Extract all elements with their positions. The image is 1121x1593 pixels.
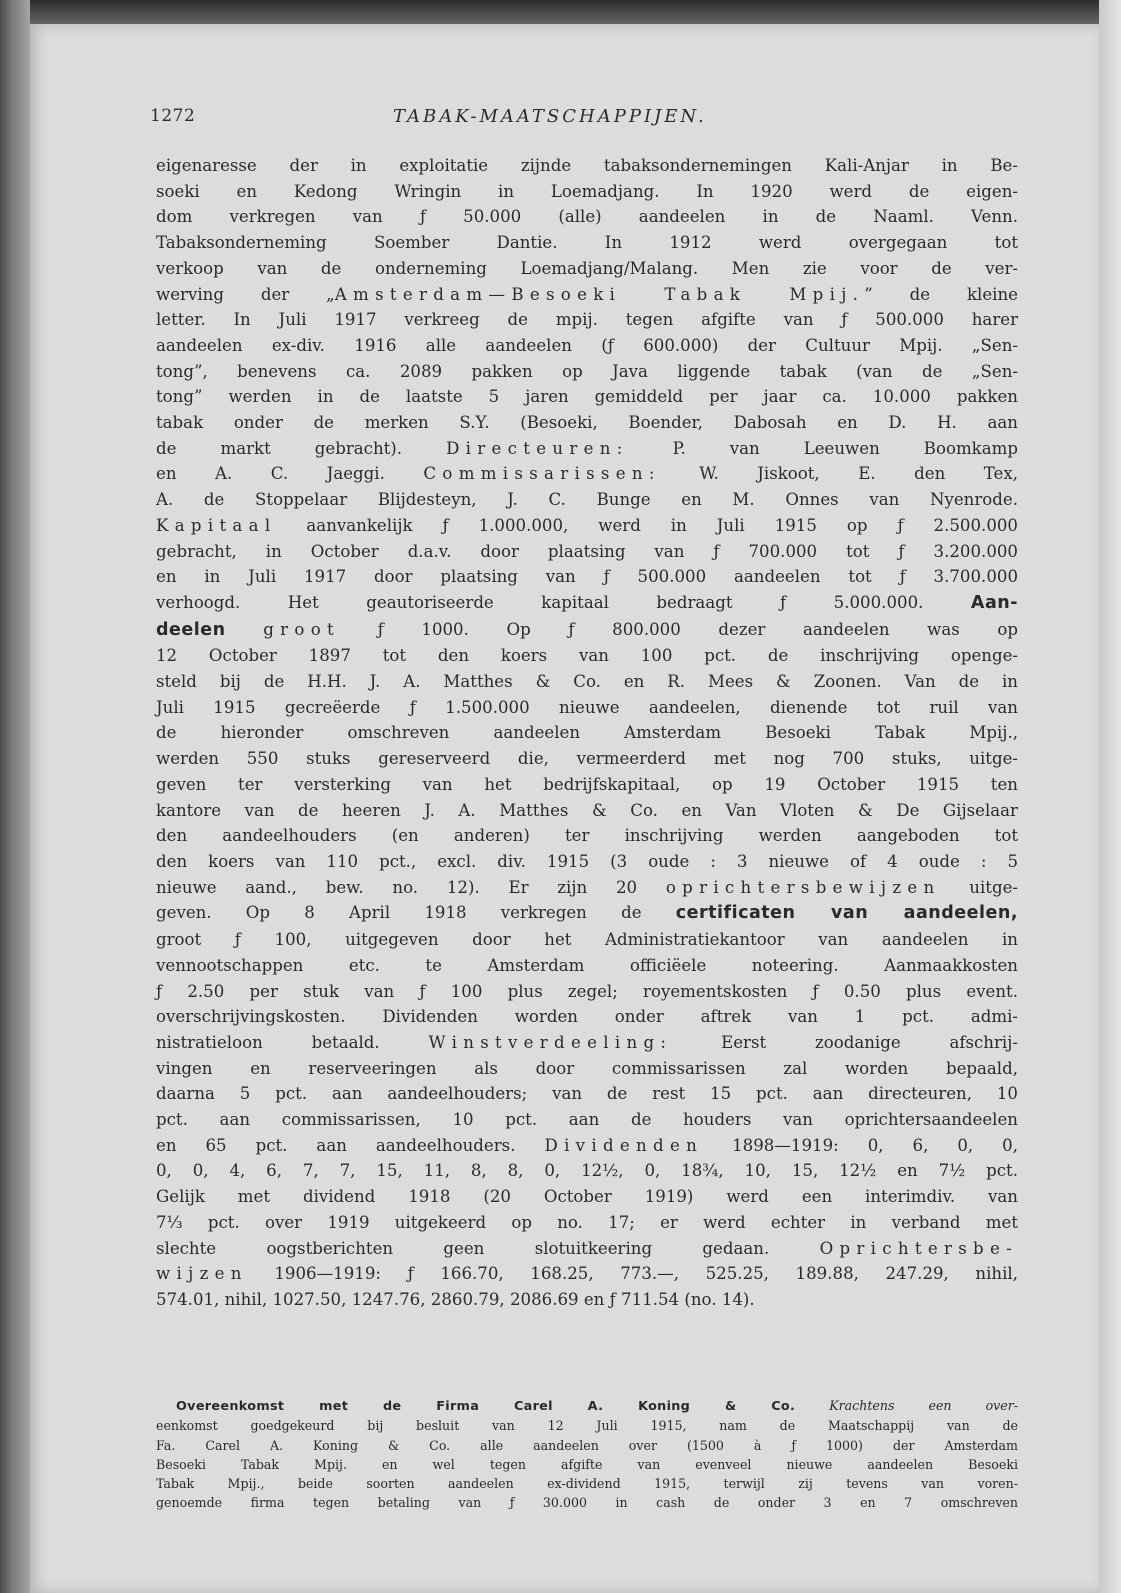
text-line: verhoogd. Het geautoriseerde kapitaal bedraagt ƒ 5.000.000. Aan- xyxy=(156,592,1018,613)
spaced-term-directeuren: Directeuren: xyxy=(446,438,629,458)
note-first-line xyxy=(156,1396,1018,1416)
note-heading: Overeenkomst met de Firma Carel A. Koning & Co. xyxy=(176,1399,796,1414)
spaced-term-amsterdam-besoeki: Amsterdam—Besoeki Tabak Mpij. xyxy=(334,284,865,304)
text-line: A. de Stoppelaar Blijdesteyn, J. C. Bunge en M. Onnes van Nyenrode. xyxy=(156,490,1018,510)
text-line: geven. Op 8 April 1918 verkregen de certificaten van aandeelen, xyxy=(156,903,1018,924)
text-line: Tabaksonderneming Soember Dantie. In 1912 werd overgegaan tot xyxy=(156,233,1018,253)
text-line: nieuwe aand., bew. no. 12). Er zijn 20 oprichtersbewijzen uitge- xyxy=(156,877,1018,897)
text-line: Kapitaal aanvankelijk ƒ 1.000.000, werd in Juli 1915 op ƒ 2.500.000 xyxy=(156,515,1018,535)
text-line: werden 550 stuks gereserveerd die, vermeerderd met nog 700 stuks, uitge- xyxy=(156,749,1018,769)
text-line: daarna 5 pct. aan aandeelhouders; van de rest 15 pct. aan directeuren, 10 xyxy=(156,1084,1018,1104)
text-line: tong” werden in de laatste 5 jaren gemiddeld per jaar ca. 10.000 pakken xyxy=(156,387,1018,407)
note-line: Tabak Mpij., beide soorten aandeelen ex-dividend 1915, terwijl zij tevens van voren- xyxy=(156,1476,1018,1492)
text-line: de hieronder omschreven aandeelen Amsterdam Besoeki Tabak Mpij., xyxy=(156,723,1018,743)
text-line: 7⅓ pct. over 1919 uitgekeerd op no. 17; er werd echter in verband met xyxy=(156,1212,1018,1232)
text-line: letter. In Juli 1917 verkreeg de mpij. tegen afgifte van ƒ 500.000 harer xyxy=(156,310,1018,330)
text-line: vingen en reserveeringen als door commissarissen zal worden bepaald, xyxy=(156,1058,1018,1078)
spaced-term-oprichtersbe: Oprichtersbe- xyxy=(819,1238,1018,1258)
scan-right-edge xyxy=(1099,0,1121,1593)
text-line: geven ter versterking van het bedrijfskapitaal, op 19 October 1915 ten xyxy=(156,774,1018,794)
spaced-term-kapitaal: Kapitaal xyxy=(156,515,277,535)
main-text xyxy=(156,153,1018,1313)
text-line: eigenaresse der in exploitatie zijnde tabaksondernemingen Kali-Anjar in Be- xyxy=(156,156,1018,175)
text-line: gebracht, in October d.a.v. door plaatsing van ƒ 700.000 tot ƒ 3.200.000 xyxy=(156,541,1018,561)
text-line: nistratieloon betaald. Winstverdeeling: Eerst zoodanige afschrij- xyxy=(156,1032,1018,1052)
note-line: eenkomst goedgekeurd bij besluit van 12 Juli 1915, nam de Maatschappij van de xyxy=(156,1418,1018,1434)
text-line: deelen groot ƒ 1000. Op ƒ 800.000 dezer aandeelen was op xyxy=(156,619,1018,640)
text-line: 574.01, nihil, 1027.50, 1247.76, 2860.79, 2086.69 en ƒ 711.54 (no. 14). xyxy=(156,1289,755,1309)
scan-top-edge xyxy=(0,0,1121,26)
text-line: 12 October 1897 tot den koers van 100 pct. de inschrijving openge- xyxy=(156,646,1018,666)
running-title: TABAK-MAATSCHAPPIJEN. xyxy=(393,106,707,127)
spaced-term-commissarissen: Commissarissen: xyxy=(423,464,661,484)
bold-heading-certificaten: certificaten van aandeelen, xyxy=(675,903,1018,924)
page-number: 1272 xyxy=(150,106,196,126)
text-line: aandeelen ex-div. 1916 alle aandeelen (ƒ 600.000) der Cultuur Mpij. „Sen- xyxy=(156,335,1018,355)
bold-heading-aandeelen: Aan- xyxy=(970,592,1018,613)
text-line: pct. aan commissarissen, 10 pct. aan de houders van oprichtersaandeelen xyxy=(156,1110,1018,1130)
scan-left-edge xyxy=(0,0,30,1593)
text-line: Gelijk met dividend 1918 (20 October 1919) werd een interimdiv. van xyxy=(156,1187,1018,1207)
note-heading-tail: Krachtens een over- xyxy=(829,1398,1019,1413)
spaced-term-groot: groot xyxy=(263,619,340,639)
text-line: dom verkregen van ƒ 50.000 (alle) aandeelen in de Naaml. Venn. xyxy=(156,207,1018,227)
text-line: slechte oogstberichten geen slotuitkeering gedaan. Oprichtersbe- xyxy=(156,1238,1018,1258)
text-line: tong”, benevens ca. 2089 pakken op Java liggende tabak (van de „Sen- xyxy=(156,361,1018,381)
text-line: steld bij de H.H. J. A. Matthes & Co. en R. Mees & Zoonen. Van de in xyxy=(156,672,1018,692)
running-head xyxy=(150,106,1010,136)
text-line: wijzen 1906—1919: ƒ 166.70, 168.25, 773.—, 525.25, 189.88, 247.29, nihil, xyxy=(156,1264,1018,1284)
text-line: en in Juli 1917 door plaatsing van ƒ 500.000 aandeelen tot ƒ 3.700.000 xyxy=(156,567,1018,587)
text-line: tabak onder de merken S.Y. (Besoeki, Boender, Dabosah en D. H. aan xyxy=(156,413,1018,433)
text-line: den koers van 110 pct., excl. div. 1915 (3 oude : 3 nieuwe of 4 oude : 5 xyxy=(156,851,1018,871)
small-print-note xyxy=(156,1396,1018,1513)
text-line: werving der „Amsterdam—Besoeki Tabak Mpij.” de kleine xyxy=(156,284,1018,304)
text-line: groot ƒ 100, uitgegeven door het Administratiekantoor van aandeelen in xyxy=(156,930,1018,950)
text-line: vennootschappen etc. te Amsterdam officiëele noteering. Aanmaakkosten xyxy=(156,955,1018,975)
note-line: genoemde firma tegen betaling van ƒ 30.000 in cash de onder 3 en 7 omschreven xyxy=(156,1495,1018,1511)
note-line: Fa. Carel A. Koning & Co. alle aandeelen over (1500 à ƒ 1000) der Amsterdam xyxy=(156,1437,1018,1453)
text-line: Juli 1915 gecreëerde ƒ 1.500.000 nieuwe aandeelen, dienende tot ruil van xyxy=(156,697,1018,717)
spaced-term-wijzen: wijzen xyxy=(156,1264,248,1284)
text-line: de markt gebracht). Directeuren: P. van Leeuwen Boomkamp xyxy=(156,438,1018,458)
spaced-term-oprichtersbewijzen: oprichtersbewijzen xyxy=(665,877,941,897)
note-line: Besoeki Tabak Mpij. en wel tegen afgifte van evenveel nieuwe aandeelen Besoeki xyxy=(156,1456,1018,1472)
text-line: kantore van de heeren J. A. Matthes & Co. en Van Vloten & De Gijselaar xyxy=(156,800,1018,820)
book-page xyxy=(30,24,1099,1593)
spaced-term-winstverdeeling: Winstverdeeling: xyxy=(428,1032,673,1052)
text-line: soeki en Kedong Wringin in Loemadjang. In 1920 werd de eigen- xyxy=(156,181,1018,201)
text-line: en A. C. Jaeggi. Commissarissen: W. Jiskoot, E. den Tex, xyxy=(156,464,1018,484)
text-line: verkoop van de onderneming Loemadjang/Malang. Men zie voor de ver- xyxy=(156,258,1018,278)
text-line: overschrijvingskosten. Dividenden worden onder aftrek van 1 pct. admi- xyxy=(156,1007,1018,1027)
text-line: den aandeelhouders (en anderen) ter inschrijving werden aangeboden tot xyxy=(156,826,1018,846)
bold-heading-aandeelen-cont: deelen xyxy=(156,619,226,640)
text-line: en 65 pct. aan aandeelhouders. Dividenden 1898—1919: 0, 6, 0, 0, xyxy=(156,1135,1018,1155)
spaced-term-dividenden: Dividenden xyxy=(544,1135,704,1155)
text-line: 0, 0, 4, 6, 7, 7, 15, 11, 8, 8, 0, 12½, 0, 18¾, 10, 15, 12½ en 7½ pct. xyxy=(156,1161,1018,1181)
text-line: ƒ 2.50 per stuk van ƒ 100 plus zegel; royementskosten ƒ 0.50 plus event. xyxy=(156,981,1018,1001)
